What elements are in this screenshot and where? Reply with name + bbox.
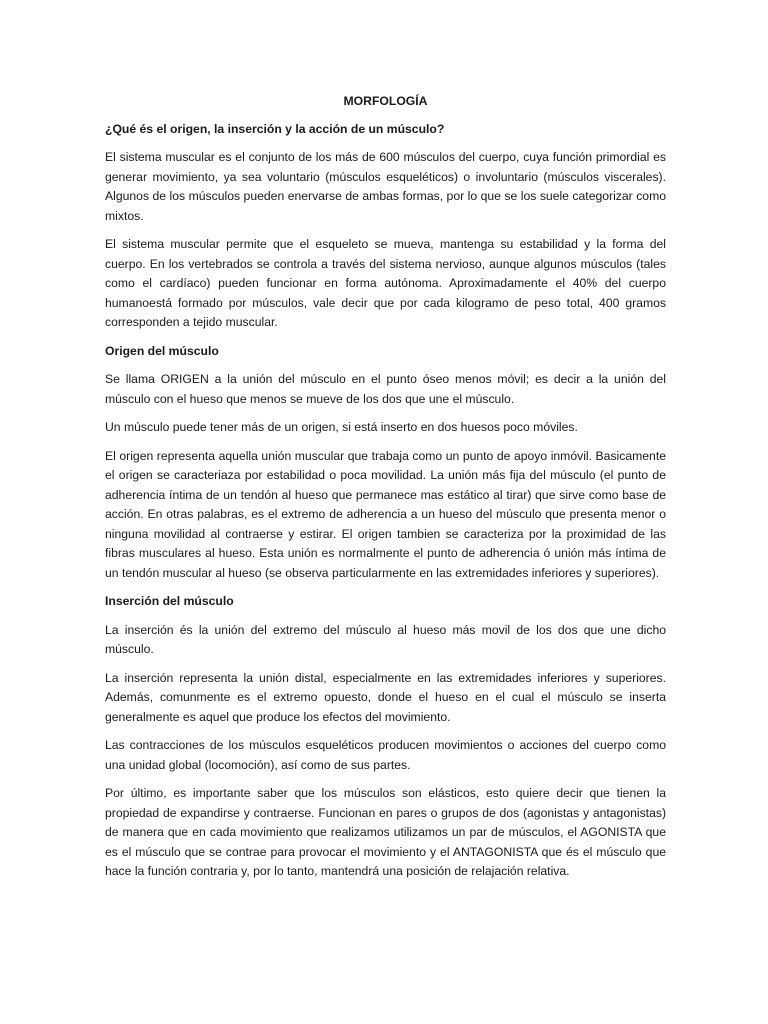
insertion-heading: Inserción del músculo — [105, 594, 234, 608]
document-title: MORFOLOGÍA — [343, 94, 428, 108]
origin-paragraph-3: El origen representa aquella unión muscular que trabaja como un punto de apoyo inmóvil. Basicamente el origen se caracteriaza por estabilidad o poca movilidad. La unión más fija del músculo (el punto de adherencia íntima de un tendón al hueso que permanece mas estático al tirar) que sirve como base de acción. En otras palabras, es el extremo de adherencia a un hueso del músculo que presenta menor o ninguna movilidad al contraerse y estirar. El origen tambien se caracteriza por la proximidad de las fibras musculares al hueso. Esta unión es normalmente el punto de adherencia ó unión más íntima de un tendón muscular al hueso (se observa particularmente en las extremidades inferiores y superiores). — [105, 448, 666, 580]
intro-paragraph-1: El sistema muscular es el conjunto de los más de 600 músculos del cuerpo, cuya función primordial es generar movimiento, ya sea voluntario (músculos esqueléticos) o involuntario (músculos viscerales). Algunos de los músculos pueden enervarse de ambas formas, por lo que se los suele categorizar como mixtos. — [105, 150, 666, 223]
origin-heading: Origen del músculo — [105, 343, 219, 358]
origin-paragraph-1: Se llama ORIGEN a la unión del músculo en el punto óseo menos móvil; es decir a la unión del músculo con el hueso que menos se mueve de los dos que une el músculo. — [105, 372, 666, 406]
origin-paragraph-2: Un músculo puede tener más de un origen, si está inserto en dos huesos poco móviles. — [105, 420, 578, 434]
insertion-paragraph-4: Por último, es importante saber que los músculos son elásticos, esto quiere decir que tienen la propiedad de expandirse y contraerse. Funcionan en pares o grupos de dos (agonistas y antagonistas) de manera que en cada movimiento que realizamos utilizamos un par de músculos, el AGONISTA que es el músculo que se contrae para provocar el movimiento y el ANTAGONISTA que és el músculo que hace la función contraria y, por lo tanto, mantendrá una posición de relajación relativa. — [105, 786, 666, 878]
question-heading: ¿Qué és el origen, la inserción y la acción de un músculo? — [105, 121, 445, 136]
insertion-paragraph-2: La inserción representa la unión distal, especialmente en las extremidades inferiores y superiores. Además, comunmente es el extremo opuesto, donde el hueso en el cual el músculo se inserta generalmente es aquel que produce los efectos del movimiento. — [105, 670, 666, 724]
insertion-paragraph-1: La inserción és la unión del extremo del músculo al hueso más movil de los dos que une dicho músculo. — [105, 622, 666, 656]
intro-paragraph-2: El sistema muscular permite que el esqueleto se mueva, mantenga su estabilidad y la forma del cuerpo. En los vertebrados se controla a través del sistema nervioso, aunque algunos músculos (tales como el cardíaco) pueden funcionar en forma autónoma. Aproximadamente el 40% del cuerpo humanoestá formado por músculos, vale decir que por cada kilogramo de peso total, 400 gramos corresponden a tejido muscular. — [105, 237, 666, 329]
insertion-paragraph-3: Las contracciones de los músculos esqueléticos producen movimientos o acciones del cuerpo como una unidad global (locomoción), así como de sus partes. — [105, 738, 666, 772]
